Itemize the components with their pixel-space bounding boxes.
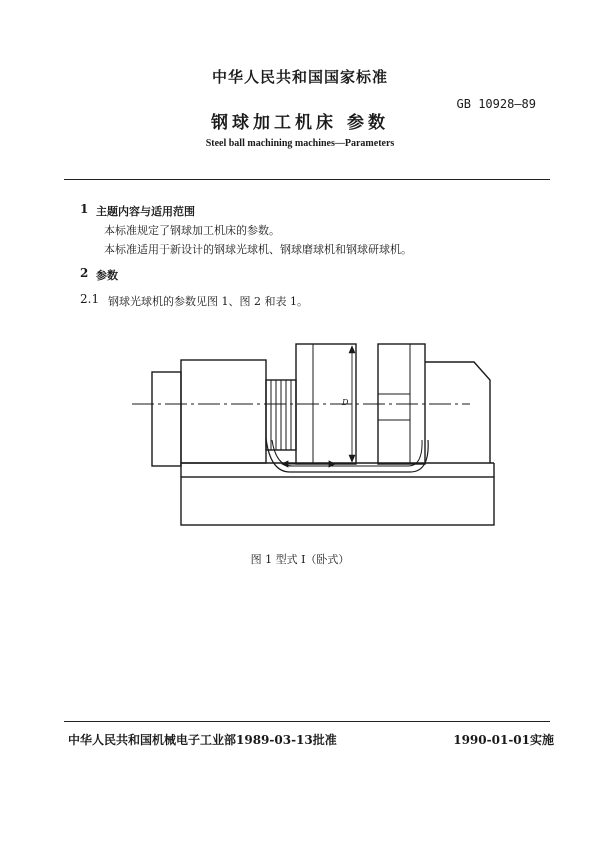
subsection-2-1-text: 钢球光球机的参数见图 1、图 2 和表 1。 bbox=[108, 295, 308, 308]
section-1-paragraph-2: 本标准适用于新设计的钢球光球机、钢球磨球机和钢球研球机。 bbox=[104, 243, 412, 256]
document-title-cn: 钢球加工机床 参数 bbox=[211, 113, 389, 133]
section-1-paragraph-1: 本标准规定了钢球加工机床的参数。 bbox=[104, 224, 280, 237]
effective-date: 1990-01-01实施 bbox=[453, 733, 554, 747]
dimension-d-label: D bbox=[342, 398, 349, 407]
footer-divider bbox=[64, 721, 550, 722]
approval-line: 中华人民共和国机械电子工业部1989-03-13批准 bbox=[68, 733, 337, 747]
disc-center-bore bbox=[378, 394, 410, 420]
figure-1-caption: 图 1 型式 I（卧式） bbox=[250, 553, 350, 566]
document-title-en: Steel ball machining machines—Parameters bbox=[205, 138, 395, 149]
section-1-number: 1 bbox=[80, 202, 89, 216]
hub-grooves bbox=[271, 380, 291, 450]
section-2-number: 2 bbox=[80, 266, 89, 280]
standard-number: GB 10928—89 bbox=[456, 97, 536, 111]
machine-bed bbox=[181, 477, 494, 525]
section-2-heading: 参数 bbox=[96, 269, 118, 282]
ball-trough bbox=[266, 438, 428, 472]
left-end-cap bbox=[152, 372, 181, 466]
subsection-2-1-number: 2.1 bbox=[80, 292, 100, 306]
left-headstock bbox=[181, 360, 266, 463]
section-1-heading: 主题内容与适用范围 bbox=[96, 205, 195, 218]
national-standard-heading: 中华人民共和国国家标准 bbox=[211, 68, 388, 86]
right-tailstock bbox=[425, 362, 490, 463]
